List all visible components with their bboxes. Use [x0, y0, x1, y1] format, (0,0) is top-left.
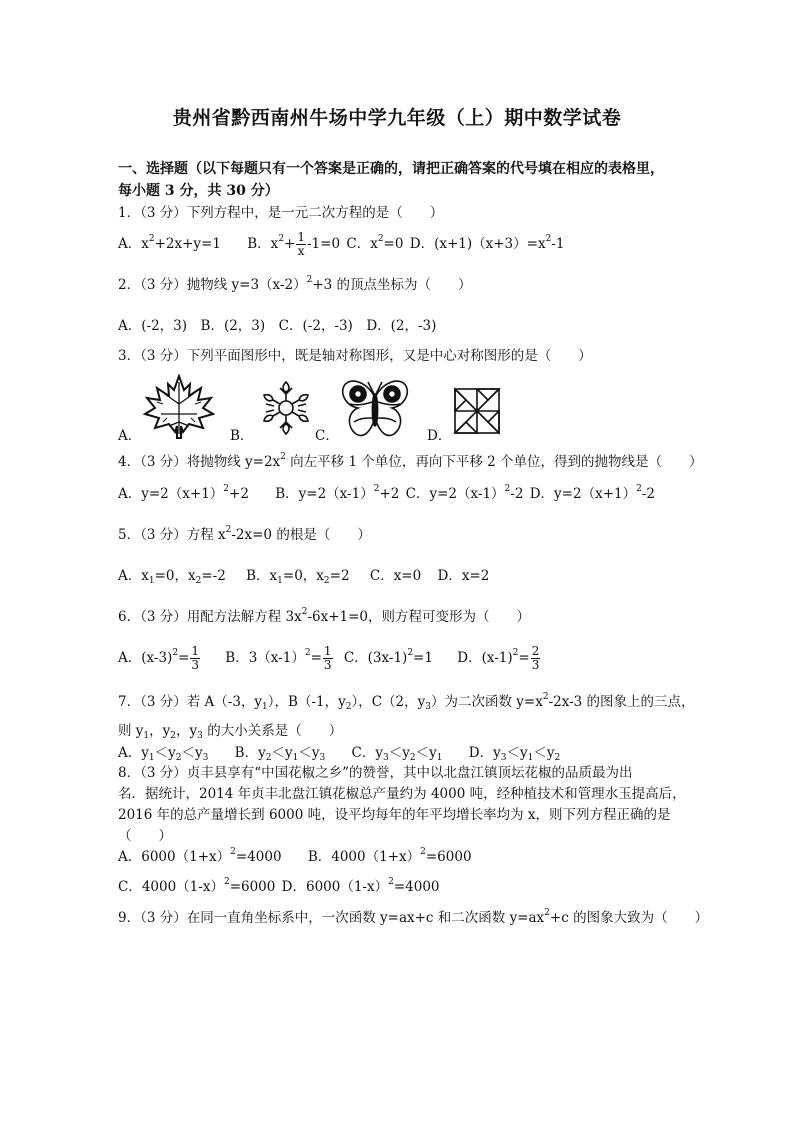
question-7-stem-line2: 则 $y_1$，$y_2$，$y_3$ 的大小关系是（ ）: [118, 723, 343, 741]
option-b: B．$x^2+$ $\frac{1}{x}$ -1=0: [247, 230, 341, 258]
question-2-stem: 2．（3 分）抛物线 $y=3(x-2)^2+3$ 的顶点坐标为（ ）: [118, 275, 472, 293]
option-a: A．$y=2(x+1)^2+2$: [118, 484, 249, 502]
option-d: D．$(x-1)^2=$ $\frac{2}{3}$: [457, 644, 540, 672]
option-c-label: C．: [315, 428, 339, 444]
butterfly-icon: [340, 378, 410, 440]
question-2-options: A．(-2，3) B．(2，3) C．(-2，-3) D．(2，-3): [118, 318, 437, 334]
option-b: B．$y=2(x-1)^2+2$: [275, 484, 400, 502]
option-a: A．$x^2+2x+y=1$: [118, 234, 221, 252]
question-8-stem-line4: （ ）: [118, 828, 172, 844]
option-a: A．$y_1<y_2<y_3$: [118, 745, 209, 763]
option-b-label: B．: [230, 428, 254, 444]
question-5-stem: 5．（3 分）方程 $x^2-2x=0$ 的根是（ ）: [118, 525, 371, 543]
section-heading-line1: 一、选择题（以下每题只有一个答案是正确的，请把正确答案的代号填在相应的表格里，: [118, 161, 664, 177]
option-d: D．x=2: [437, 568, 490, 584]
question-9-stem: 9．（3 分）在同一直角坐标系中，一次函数 y=ax+c 和二次函数 $y=ax^2+c$ 的图象大致为（ ）: [118, 908, 709, 926]
question-6-options: [118, 643, 541, 673]
fraction: $\frac{1}{3}$: [323, 644, 332, 672]
question-5-options: [118, 566, 489, 586]
pinwheel-icon: [452, 386, 502, 436]
question-3-stem: 3．（3 分）下列平面图形中，既是轴对称图形，又是中心对称图形的是（ ）: [118, 348, 592, 364]
option-b: B．$y_2<y_1<y_3$: [234, 745, 326, 763]
question-8-stem-line1: 8．（3 分）贞丰县享有“中国花椒之乡”的赞誉，其中以北盘江镇顶坛花椒的品质最为出: [118, 765, 633, 781]
option-b: B．$4000(1+x)^2=6000$: [307, 847, 472, 865]
option-c: C．$y=2(x-1)^2-2$: [405, 484, 524, 502]
option-b: B．$x_1=0$，$x_2=2$: [246, 568, 350, 586]
question-6-stem: 6．（3 分）用配方法解方程 $3x^2-6x+1=0$，则方程可变形为（ ）: [118, 607, 531, 625]
fraction: $\frac{1}{x}$: [297, 230, 305, 258]
option-b: B．$3(x-1)^2=$ $\frac{1}{3}$: [225, 644, 332, 672]
option-d: D．$y=2(x+1)^2-2$: [529, 484, 655, 502]
option-c: C．$x^2=0$: [346, 234, 404, 252]
question-8-stem-line2: 名．据统计，2014 年贞丰北盘江镇花椒总产量约为 4000 吨，经种植技术和管理水玉提高后，: [118, 786, 686, 802]
option-d-label: D．: [427, 428, 452, 444]
option-a: A．$(x-3)^2=$ $\frac{1}{3}$: [118, 644, 199, 672]
fraction: $\frac{2}{3}$: [531, 644, 540, 672]
snowflake-icon: [256, 378, 316, 438]
option-d: D．$6000(1-x)^2=4000$: [281, 877, 440, 895]
question-7-options: [118, 743, 560, 763]
question-8-options-row1: [118, 847, 472, 867]
option-a-label: A．: [118, 428, 142, 444]
question-4-stem: 4．（3 分）将抛物线 $y=2x^2$ 向左平移 1 个单位，再向下平移 2 个单位，得到的抛物线是（ ）: [118, 452, 703, 470]
option-d: D．$y_3<y_1<y_2$: [468, 745, 561, 763]
question-1-options: [118, 231, 564, 258]
page-title: 贵州省黔西南州牛场中学九年级（上）期中数学试卷: [172, 107, 622, 129]
question-8-stem-line3: 2016 年的总产量增长到 6000 吨，设平均每年的年平均增长率均为 x，则下列方程正确的是: [118, 807, 671, 823]
question-1-stem: 1．（3 分）下列方程中，是一元二次方程的是（ ）: [118, 205, 444, 221]
maple-leaf-icon: [143, 374, 215, 442]
option-d: D．$(x+1)(x+3)=x^2-1$: [409, 234, 565, 252]
section-heading-line2: 每小题 3 分，共 30 分）: [118, 183, 279, 199]
option-c: C．x=0: [369, 568, 422, 584]
question-7-stem-line1: 7．（3 分）若 A（-3，$y_1$），B（-1，$y_2$），C（2，$y_3$）为二次函数 $y=x^2-2x-3$ 的图象上的三点，: [118, 692, 695, 712]
option-c: C．$4000(1-x)^2=6000$: [118, 877, 276, 895]
option-a: A．$x_1=0$，$x_2=-2$: [118, 568, 226, 586]
question-8-options-row2: [118, 877, 440, 897]
fraction: $\frac{1}{3}$: [191, 644, 199, 672]
option-a: A．$6000(1+x)^2=4000$: [118, 847, 282, 865]
question-4-options: [118, 484, 655, 504]
option-c: C．$y_3<y_2<y_1$: [351, 745, 443, 763]
option-c: C．$(3x-1)^2=1$: [343, 648, 433, 666]
